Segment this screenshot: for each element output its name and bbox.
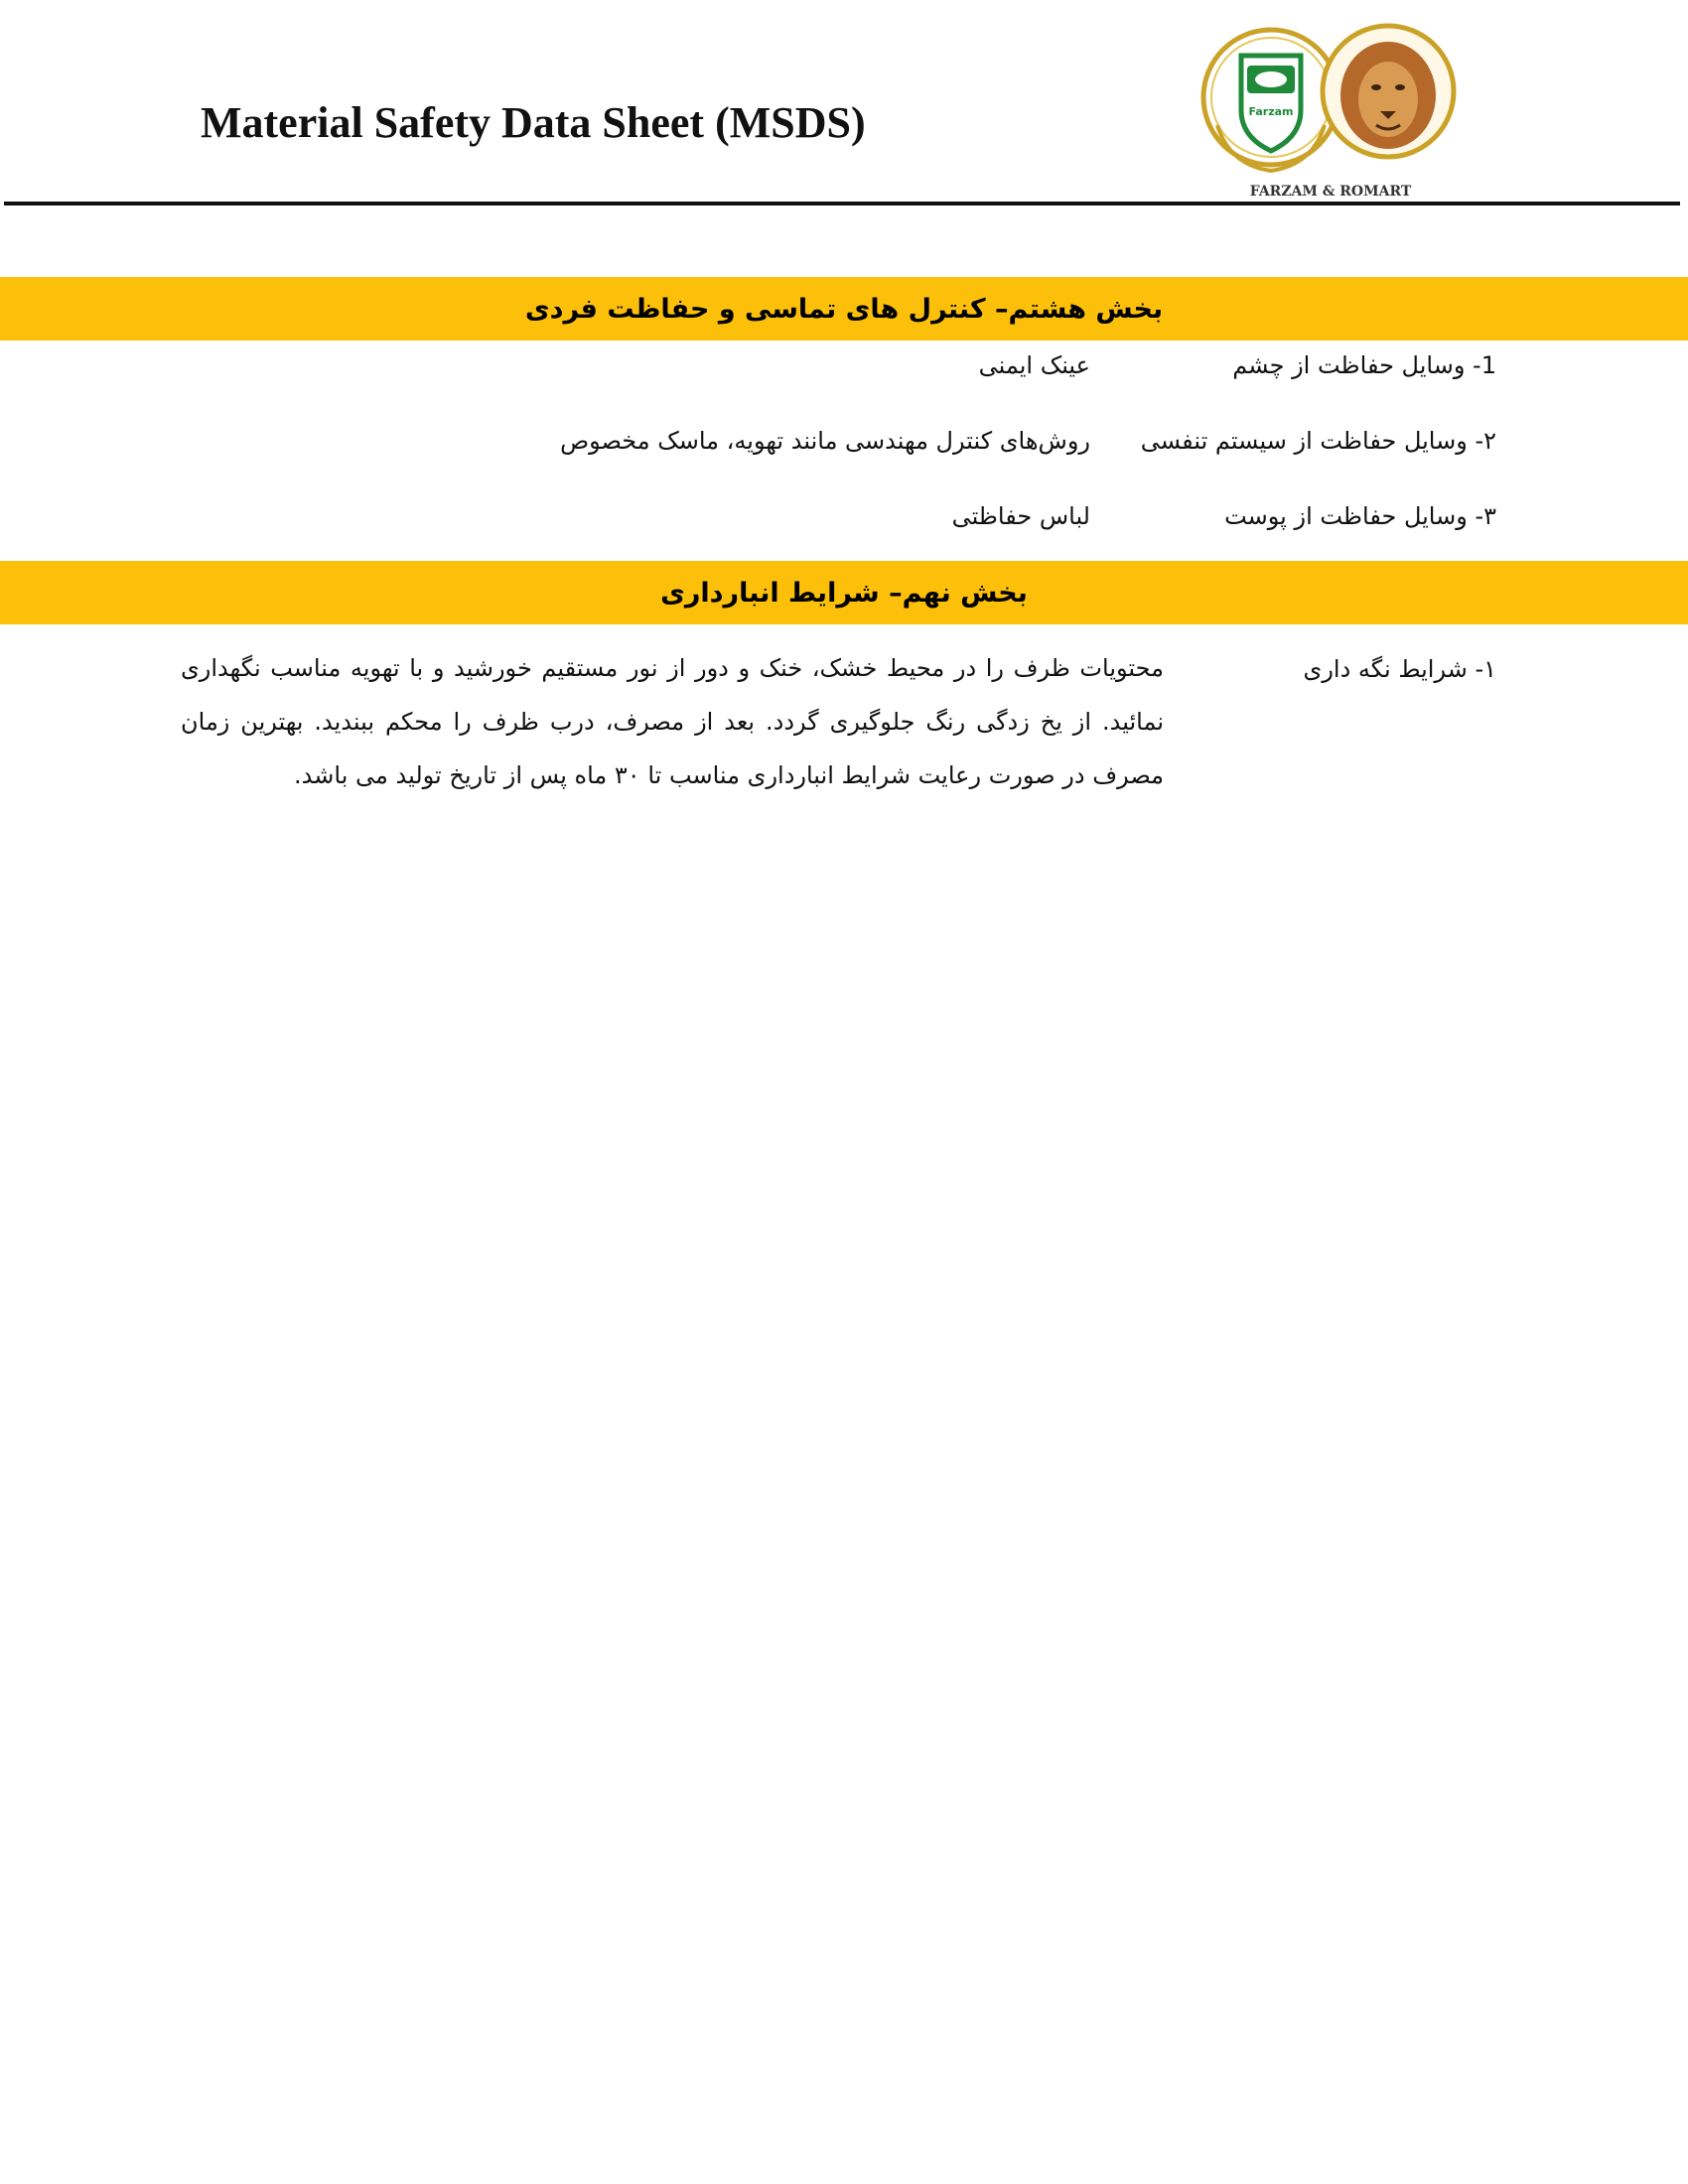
- logo-badge-text: Farzam: [1248, 105, 1294, 118]
- row-label-respiratory-protection: ۲- وسایل حفاظت از سیستم تنفسی: [1140, 427, 1496, 455]
- company-logo: [1199, 16, 1470, 201]
- logo-caption: FARZAM & ROMART: [1249, 184, 1412, 200]
- row-label-storage-conditions: ۱- شرایط نگه داری: [1303, 655, 1496, 683]
- row-label-eye-protection: 1- وسایل حفاظت از چشم: [1232, 351, 1496, 379]
- row-label-skin-protection: ۳- وسایل حفاظت از پوست: [1224, 502, 1496, 530]
- document-title: Material Safety Data Sheet (MSDS): [201, 98, 866, 147]
- section-title: بخش نهم– شرایط انبارداری: [660, 577, 1028, 609]
- section-title: بخش هشتم– کنترل های تماسی و حفاظت فردی: [524, 293, 1164, 325]
- section-header-storage-conditions: [0, 561, 1688, 624]
- row-value-respiratory-protection: روش‌های کنترل مهندسی مانند تهویه، ماسک مخصوص: [560, 427, 1090, 455]
- header-divider: [4, 202, 1680, 205]
- section-header-exposure-controls: [0, 277, 1688, 341]
- row-value-storage-conditions: محتویات ظرف را در محیط خشک، خنک و دور از نور مستقیم خورشید و با تهویه مناسب نگهداری نمائید. از یخ زدگی رنگ جلوگیری گردد. بعد از مصرف، درب ظرف را محکم ببندید. بهترین زمان مصرف در صورت رعایت شرایط انبارداری مناسب تا ۳۰ ماه پس از تاریخ تولید می باشد.: [181, 654, 1164, 789]
- row-value-skin-protection: لباس حفاظتی: [951, 502, 1090, 530]
- row-value-eye-protection: عینک ایمنی: [978, 351, 1090, 379]
